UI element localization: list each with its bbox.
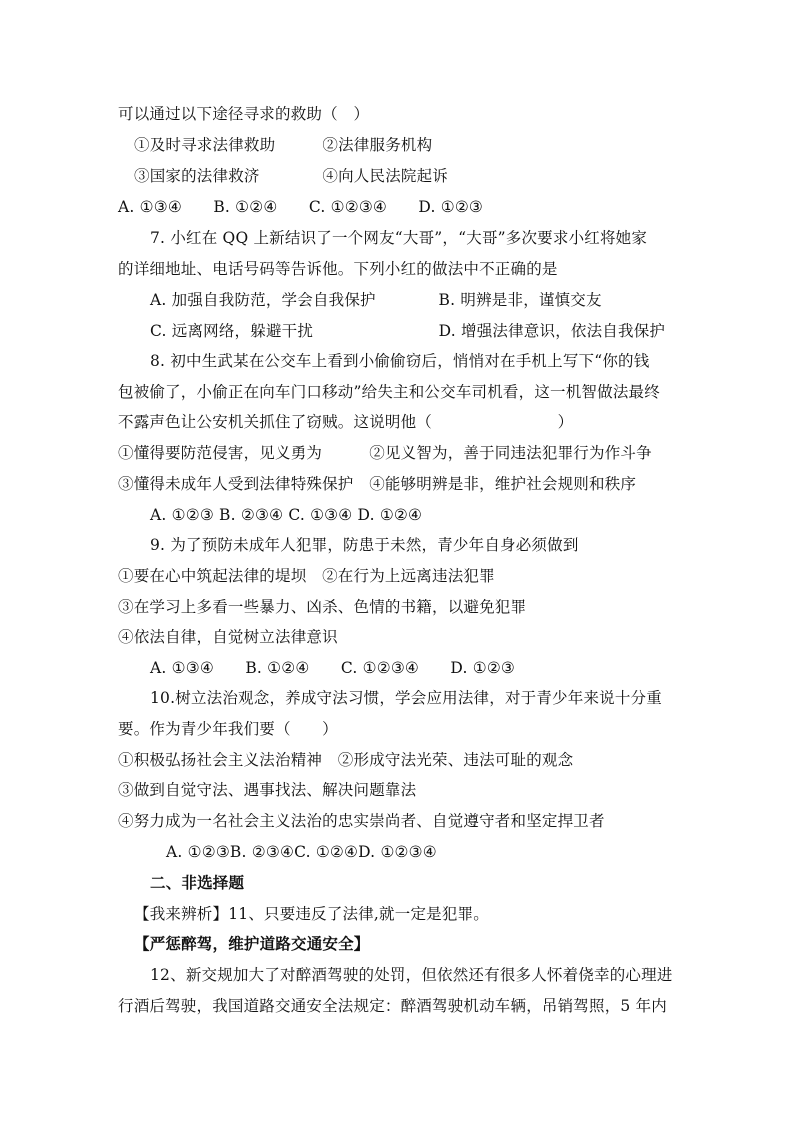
question-8-stem-cont-1: 包被偷了，小偷正在向车门口移动”给失主和公交车司机看，这一机智做法最终 xyxy=(118,383,660,401)
question-7-options-ab: A. 加强自我防范，学会自我保护 B. 明辨是非，谨慎交友 xyxy=(150,291,602,309)
question-12-stem-cont: 行酒后驾驶，我国道路交通安全法规定：醉酒驾驶机动车辆，吊销驾照，5 年内 xyxy=(118,997,667,1015)
question-6-options-row-1: ①及时寻求法律救助 ②法律服务机构 xyxy=(134,136,433,154)
question-7-stem: 7. 小红在 QQ 上新结识了一个网友“大哥”，“大哥”多次要求小红将她家 xyxy=(150,229,648,247)
question-10-stem-cont: 要。作为青少年我们要（ ） xyxy=(118,720,338,738)
question-10-stem: 10.树立法治观念，养成守法习惯，学会应用法律，对于青少年来说十分重 xyxy=(150,689,662,707)
question-8-stem-cont-2: 不露声色让公安机关抓住了窃贼。这说明他（ ） xyxy=(118,413,574,431)
question-9-answers: A. ①③④ B. ①②④ C. ①②③④ D. ①②③ xyxy=(150,659,516,677)
question-8-options-row-2: ③懂得未成年人受到法律特殊保护 ④能够明辨是非，维护社会规则和秩序 xyxy=(118,475,637,493)
question-9-option-3: ③在学习上多看一些暴力、凶杀、色情的书籍，以避免犯罪 xyxy=(118,598,527,616)
question-6-stem-end: 可以通过以下途径寻求的救助（ ） xyxy=(118,105,370,123)
question-10-option-3: ③做到自觉守法、遇事找法、解决问题靠法 xyxy=(118,781,417,799)
question-7-stem-cont: 的详细地址、电话号码等告诉他。下列小红的做法中不正确的是 xyxy=(118,260,558,278)
question-6-options-row-2: ③国家的法律救济 ④向人民法院起诉 xyxy=(134,167,449,185)
question-10-option-4: ④努力成为一名社会主义法治的忠实崇尚者、自觉遵守者和坚定捍卫者 xyxy=(118,812,605,830)
question-9-stem: 9. 为了预防未成年人犯罪，防患于未然，青少年自身必须做到 xyxy=(150,536,579,554)
question-8-stem: 8. 初中生武某在公交车上看到小偷偷窃后，悄悄对在手机上写下“你的钱 xyxy=(150,352,650,370)
question-9-option-1-2: ①要在心中筑起法律的堤坝 ②在行为上远离违法犯罪 xyxy=(118,567,495,585)
question-7-options-cd: C. 远离网络，躲避干扰 D. 增强法律意识，依法自我保护 xyxy=(150,322,666,340)
question-6-answers: A. ①③④ B. ①②④ C. ①②③④ D. ①②③ xyxy=(118,198,484,216)
question-12-stem: 12、新交规加大了对醉酒驾驶的处罚，但依然还有很多人怀着侥幸的心理进 xyxy=(150,966,673,984)
question-10-answers: A. ①②③B. ②③④C. ①②④D. ①②③④ xyxy=(166,843,437,861)
question-9-option-4: ④依法自律，自觉树立法律意识 xyxy=(118,628,338,646)
section-heading-non-choice: 二、非选择题 xyxy=(150,873,245,892)
question-10-option-1-2: ①积极弘扬社会主义法治精神 ②形成守法光荣、违法可耻的观念 xyxy=(118,751,574,769)
question-8-options-row-1: ①懂得要防范侵害，见义勇为 ②见义智为，善于同违法犯罪行为作斗争 xyxy=(118,444,652,462)
question-12-heading: 【严惩醉驾，维护道路交通安全】 xyxy=(134,934,370,953)
question-8-answers: A. ①②③ B. ②③④ C. ①③④ D. ①②④ xyxy=(150,506,423,524)
question-11-stem: 【我来辨析】11、只要违反了法律,就一定是犯罪。 xyxy=(134,905,489,923)
